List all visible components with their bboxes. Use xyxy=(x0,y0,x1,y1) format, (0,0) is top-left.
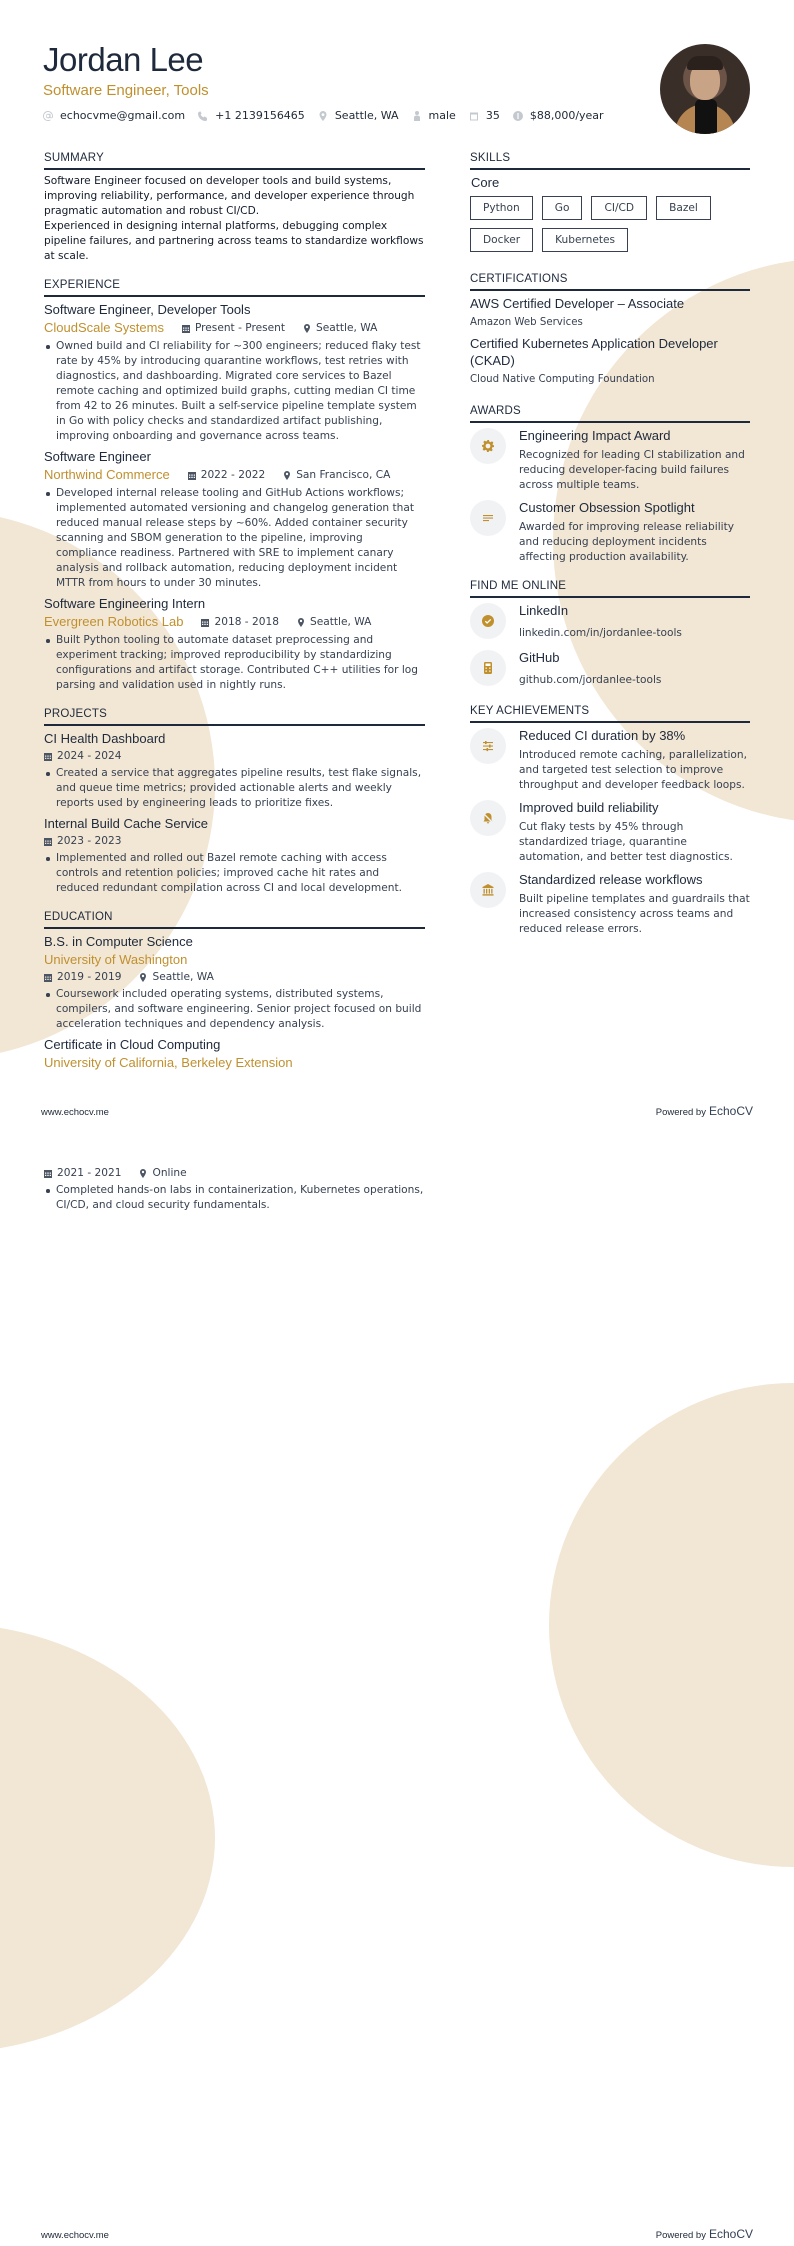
experience-section xyxy=(44,278,425,693)
left-column xyxy=(44,151,425,1086)
location-icon xyxy=(297,618,305,627)
achievement-title: Standardized release workflows xyxy=(519,872,703,887)
experience-item xyxy=(44,595,425,693)
bank-icon xyxy=(470,872,506,908)
certification-issuer: Cloud Native Computing Foundation xyxy=(470,374,655,385)
contact-salary xyxy=(513,109,604,122)
resume-header xyxy=(43,40,643,122)
job-location: Seattle, WA xyxy=(303,320,377,336)
contact-age-value: 35 xyxy=(485,109,500,122)
skills-section xyxy=(470,151,750,252)
education-bullet: Completed hands-on labs in containerization, Kubernetes operations, CI/CD, and cloud security fundamentals. xyxy=(44,1183,425,1213)
sliders-icon xyxy=(470,728,506,764)
degree-name: B.S. in Computer Science xyxy=(44,934,193,949)
company-name: CloudScale Systems xyxy=(44,320,164,335)
job-location: San Francisco, CA xyxy=(283,467,390,483)
contact-phone-value: +1 2139156465 xyxy=(215,109,305,122)
summary-section xyxy=(44,151,425,264)
section-title: AWARDS xyxy=(470,404,750,423)
project-dates: 2023 - 2023 xyxy=(44,833,121,849)
skill-tag: CI/CD xyxy=(591,196,647,220)
job-bullet: Built Python tooling to automate dataset preprocessing and experiment tracking; improved reproducibility by standardizing configurations and artifact storage. Contributed C++ utilities for log parsing and validation used in nightly runs. xyxy=(44,633,425,693)
footer-site-link[interactable]: www.echocv.me xyxy=(41,2230,109,2241)
certification-name: AWS Certified Developer – Associate xyxy=(470,296,685,311)
award-item xyxy=(470,427,750,493)
location-icon xyxy=(283,471,291,480)
contact-age xyxy=(469,109,500,122)
education-dates: 2019 - 2019 xyxy=(44,969,121,985)
section-title: EXPERIENCE xyxy=(44,278,425,297)
achievement-description: Cut flaky tests by 45% through standardized triage, quarantine automation, and better test diagnostics. xyxy=(519,821,733,863)
achievement-item xyxy=(470,727,750,793)
resume-page-2 xyxy=(0,1123,794,2246)
calendar-icon xyxy=(44,837,52,846)
contact-row xyxy=(43,109,643,122)
award-item xyxy=(470,499,750,565)
section-title: FIND ME ONLINE xyxy=(470,579,750,598)
calendar-icon xyxy=(201,618,209,627)
education-location: Online xyxy=(139,1165,186,1181)
job-title: Software Engineer, Developer Tools xyxy=(44,302,251,317)
calendar-icon xyxy=(182,324,190,333)
skill-tag: Docker xyxy=(470,228,533,252)
project-bullet: Implemented and rolled out Bazel remote caching with access controls and retention policies; improved cache hit rates and reduced redundant compilation across CI and local development. xyxy=(44,851,425,896)
project-item xyxy=(44,815,425,896)
section-title: SKILLS xyxy=(470,151,750,170)
education-item xyxy=(44,933,425,1032)
job-title: Software Engineering Intern xyxy=(44,596,206,611)
project-name: Internal Build Cache Service xyxy=(44,816,209,831)
contact-phone[interactable] xyxy=(198,109,305,122)
skill-tags xyxy=(470,196,750,252)
job-dates: Present - Present xyxy=(182,320,285,336)
calendar-icon xyxy=(44,973,52,982)
skill-tag: Python xyxy=(470,196,533,220)
online-profile-link[interactable]: github.com/jordanlee-tools xyxy=(519,674,662,686)
salary-icon xyxy=(513,111,523,121)
section-title: KEY ACHIEVEMENTS xyxy=(470,704,750,723)
candidate-name: Jordan Lee xyxy=(43,41,204,78)
project-item xyxy=(44,730,425,811)
certification-item xyxy=(470,295,750,331)
footer-site-link[interactable]: www.echocv.me xyxy=(41,1107,109,1118)
skill-group-name: Core xyxy=(471,175,500,190)
location-icon xyxy=(139,973,147,982)
section-title: SUMMARY xyxy=(44,151,425,170)
footer-powered-by: Powered by EchoCV xyxy=(655,2227,753,2241)
calendar-icon xyxy=(188,471,196,480)
contact-gender-value: male xyxy=(428,109,456,122)
skill-tag: Go xyxy=(542,196,583,220)
project-bullet: Created a service that aggregates pipeline results, test flake signals, and queue time metrics; provided actionable alerts and weekly reports used by engineering leads to prioritize fixes. xyxy=(44,766,425,811)
contact-gender xyxy=(412,109,456,122)
contact-location-value: Seattle, WA xyxy=(334,109,399,122)
online-profile-item[interactable] xyxy=(470,649,750,688)
person-icon xyxy=(412,111,422,121)
achievement-title: Reduced CI duration by 38% xyxy=(519,728,686,743)
projects-section xyxy=(44,707,425,896)
certification-issuer: Amazon Web Services xyxy=(470,317,583,328)
achievement-description: Introduced remote caching, parallelization, and targeted test selection to improve throughput and developer feedback loops. xyxy=(519,749,747,791)
company-name: Northwind Commerce xyxy=(44,467,170,482)
online-profile-name: LinkedIn xyxy=(519,603,569,618)
footer-brand[interactable]: EchoCV xyxy=(708,2227,753,2241)
award-description: Awarded for improving release reliability and reducing deployment incidents affecting production availability. xyxy=(519,521,735,563)
section-title: EDUCATION xyxy=(44,910,425,929)
gear-icon xyxy=(470,428,506,464)
online-profile-name: GitHub xyxy=(519,650,560,665)
achievement-item xyxy=(470,871,750,937)
job-dates: 2022 - 2022 xyxy=(188,467,265,483)
summary-paragraph: Experienced in designing internal platforms, debugging complex pipeline failures, and partnering across teams to standardize workflows at scale. xyxy=(44,220,424,262)
skill-tag: Kubernetes xyxy=(542,228,628,252)
school-name: University of California, Berkeley Extension xyxy=(44,1055,293,1070)
summary-paragraph: Software Engineer focused on developer tools and build systems, improving reliability, performance, and developer experience through pragmatic automation and robust CI/CD. xyxy=(44,175,415,217)
experience-item xyxy=(44,301,425,444)
experience-item xyxy=(44,448,425,591)
candidate-headline: Software Engineer, Tools xyxy=(43,82,209,99)
location-icon xyxy=(303,324,311,333)
bell-slash-icon xyxy=(470,800,506,836)
certification-name: Certified Kubernetes Application Developer (CKAD) xyxy=(470,336,718,368)
calendar-icon xyxy=(44,752,52,761)
education-location: Seattle, WA xyxy=(139,969,213,985)
left-column-continued xyxy=(44,1165,425,1217)
degree-name: Certificate in Cloud Computing xyxy=(44,1037,221,1052)
footer-brand[interactable]: EchoCV xyxy=(708,1104,753,1118)
job-location: Seattle, WA xyxy=(297,614,371,630)
online-profile-item[interactable] xyxy=(470,602,750,641)
job-title: Software Engineer xyxy=(44,449,151,464)
calendar-icon xyxy=(469,111,479,121)
contact-location xyxy=(318,109,399,122)
lines-icon xyxy=(470,500,506,536)
award-description: Recognized for leading CI stabilization and reducing developer-facing build failures across multiple teams. xyxy=(519,449,745,491)
job-dates: 2018 - 2018 xyxy=(201,614,278,630)
award-title: Customer Obsession Spotlight xyxy=(519,500,695,515)
online-profile-link[interactable]: linkedin.com/in/jordanlee-tools xyxy=(519,627,682,639)
job-bullet: Developed internal release tooling and GitHub Actions workflows; implemented automated versioning and changelog generation that reduced manual release steps by ~60%. Added container security scanning and SBOM generation to the pipeline, improving compliance readiness. Partnered with SRE to implement canary analysis and rollback automation, reducing deployment incident MTTR from hours to under 30 minutes. xyxy=(44,486,425,591)
location-icon xyxy=(318,111,328,121)
location-icon xyxy=(139,1169,147,1178)
section-title: PROJECTS xyxy=(44,707,425,726)
certification-item xyxy=(470,335,750,388)
education-item-continued xyxy=(44,1165,425,1213)
project-dates: 2024 - 2024 xyxy=(44,748,121,764)
footer-powered-by: Powered by EchoCV xyxy=(655,1104,753,1118)
contact-salary-value: $88,000/year xyxy=(529,109,604,122)
certifications-section xyxy=(470,272,750,388)
school-name: University of Washington xyxy=(44,952,188,967)
education-bullet: Coursework included operating systems, distributed systems, compilers, and software engineering. Senior project focused on build acceleration techniques and dependency analysis. xyxy=(44,987,425,1032)
online-section xyxy=(470,579,750,688)
achievement-title: Improved build reliability xyxy=(519,800,659,815)
email-icon xyxy=(43,111,53,121)
section-title: CERTIFICATIONS xyxy=(470,272,750,291)
phone-icon xyxy=(198,111,208,121)
calendar-icon xyxy=(44,1169,52,1178)
calculator-icon xyxy=(470,650,506,686)
job-bullet: Owned build and CI reliability for ~300 engineers; reduced flaky test rate by 45% by introducing quarantine workflows, test retries with diagnostics, and dashboarding. Migrated core services to Bazel remote caching and optimized build graphs, cutting median CI time from 42 to 26 minutes. Built a self-service pipeline template system in Go with policy checks and standardized artifact publishing, improving onboarding and governance across teams. xyxy=(44,339,425,444)
check-circle-icon xyxy=(470,603,506,639)
award-title: Engineering Impact Award xyxy=(519,428,671,443)
right-column xyxy=(470,151,750,951)
education-dates: 2021 - 2021 xyxy=(44,1165,121,1181)
achievements-section xyxy=(470,704,750,937)
avatar xyxy=(660,44,750,134)
contact-email[interactable] xyxy=(43,109,185,122)
achievement-item xyxy=(470,799,750,865)
awards-section xyxy=(470,404,750,565)
contact-email-value: echocvme@gmail.com xyxy=(60,109,186,122)
page-footer xyxy=(41,2227,753,2241)
achievement-description: Built pipeline templates and guardrails that increased consistency across teams and reduced release errors. xyxy=(519,893,750,935)
education-section xyxy=(44,910,425,1072)
education-item xyxy=(44,1036,425,1072)
page-footer xyxy=(41,1104,753,1118)
project-name: CI Health Dashboard xyxy=(44,731,166,746)
company-name: Evergreen Robotics Lab xyxy=(44,614,184,629)
skill-tag: Bazel xyxy=(656,196,711,220)
